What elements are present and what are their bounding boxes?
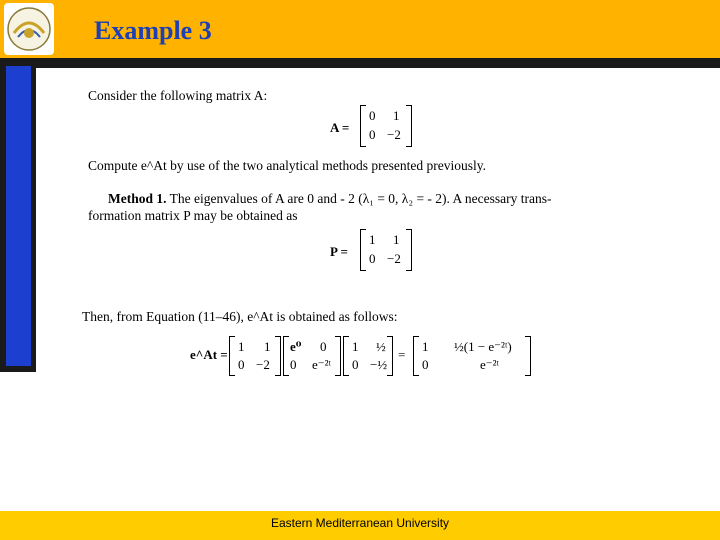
- eq-m3-cell: ½: [376, 339, 386, 354]
- matrix-p-cell: 0: [369, 251, 376, 266]
- eq-result-cell: 0: [422, 357, 429, 372]
- eq-m1-cell: 0: [238, 357, 245, 372]
- matrix-a-label: A =: [330, 120, 350, 135]
- matrix-p-cell: −2: [387, 251, 401, 266]
- eq-result-cell: ½(1 − e⁻²ᵗ): [454, 339, 512, 354]
- footer-text: Eastern Mediterranean University: [270, 516, 450, 530]
- equation-matrix-3: [343, 336, 393, 376]
- eq-m3-cell: −½: [370, 357, 388, 372]
- equation-matrix-2: [283, 336, 341, 376]
- matrix-p: [360, 229, 412, 271]
- equation-result-matrix: [413, 336, 531, 376]
- eq-m1-cell: −2: [256, 357, 270, 372]
- matrix-a-cell: 0: [369, 108, 376, 123]
- method-label: Method 1.: [108, 191, 167, 206]
- university-logo: [4, 3, 54, 55]
- eq-result-cell: 1: [422, 339, 429, 354]
- header-divider-thin: [36, 66, 720, 68]
- equation-matrix-1: [229, 336, 281, 376]
- then-line: Then, from Equation (11–46), e^At is obtained as follows:: [82, 309, 398, 324]
- eq-m3-cell: 0: [352, 357, 359, 372]
- eq-m2-cell: 0: [320, 339, 327, 354]
- slide-title: Example 3: [94, 16, 212, 45]
- method-line-2: formation matrix P may be obtained as: [88, 208, 298, 223]
- matrix-p-label: P =: [330, 244, 348, 259]
- matrix-a-cell: 1: [393, 108, 400, 123]
- matrix-a: [360, 105, 412, 147]
- method-line: [108, 191, 552, 207]
- matrix-p-cell: 1: [369, 232, 376, 247]
- eq-m2-cell: e⁰: [290, 339, 302, 354]
- intro-line: Consider the following matrix A:: [88, 88, 268, 103]
- eq-m3-cell: 1: [352, 339, 359, 354]
- header-divider: [0, 58, 720, 66]
- eq-m2-cell: e⁻²ᵗ: [312, 357, 332, 372]
- eq-result-cell: e⁻²ᵗ: [480, 357, 500, 372]
- equation-lhs: e^At =: [190, 347, 228, 362]
- compute-line: Compute e^At by use of the two analytical methods presented previously.: [88, 158, 486, 173]
- matrix-p-cell: 1: [393, 232, 400, 247]
- eq-m1-cell: 1: [264, 339, 271, 354]
- matrix-a-cell: −2: [387, 127, 401, 142]
- eq-m2-cell: 0: [290, 357, 297, 372]
- equation-equals: =: [398, 347, 406, 362]
- eq-m1-cell: 1: [238, 339, 245, 354]
- matrix-a-cell: 0: [369, 127, 376, 142]
- method-text: The eigenvalues of A are 0 and - 2 (λ₁ = 0, λ₂ = - 2). A necessary trans-: [169, 191, 552, 206]
- sidebar-accent: [6, 66, 31, 366]
